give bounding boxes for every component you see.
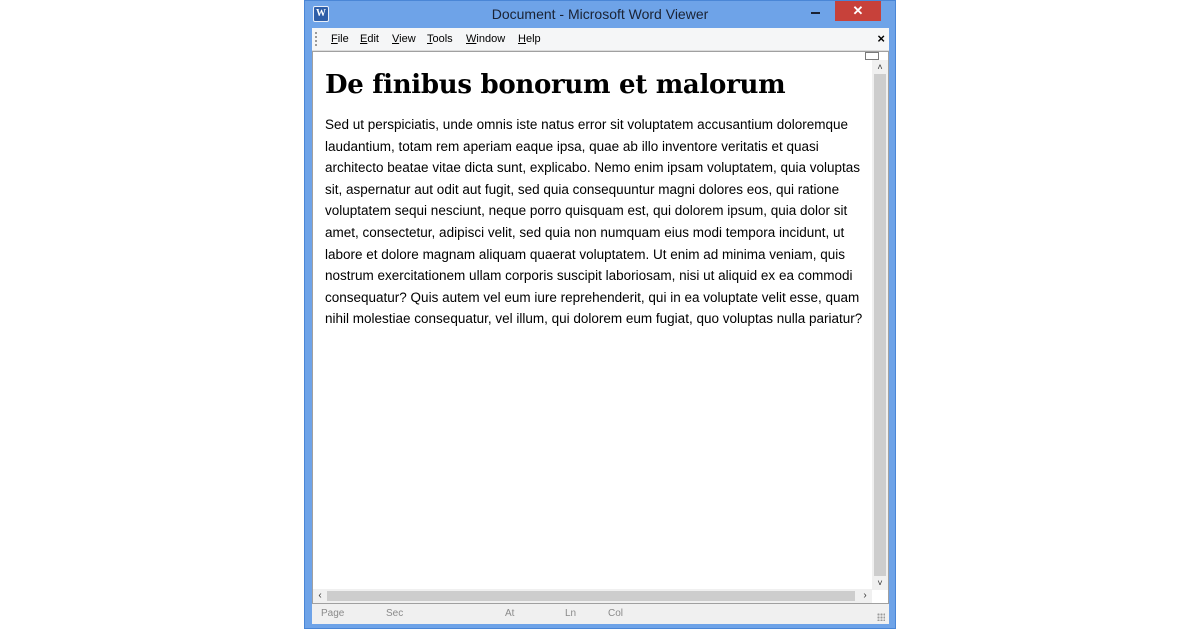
scroll-down-icon[interactable]: ˅ — [877, 578, 883, 588]
menu-tools-rest: ools — [432, 33, 453, 45]
scroll-up-icon[interactable]: ˄ — [877, 62, 883, 72]
word-viewer-icon[interactable]: W — [313, 6, 329, 22]
horizontal-scroll-thumb[interactable] — [327, 591, 855, 601]
minimize-button[interactable] — [801, 1, 829, 21]
toolbar-grip-icon[interactable] — [315, 32, 319, 46]
menu-tools-key: T — [427, 33, 433, 45]
split-box[interactable] — [865, 52, 879, 60]
close-window-button[interactable]: ✕ — [835, 1, 881, 21]
menu-window-rest: indow — [476, 33, 506, 45]
menu-file-key: F — [331, 33, 338, 45]
window-title: Document - Microsoft Word Viewer — [491, 6, 709, 22]
minimize-icon — [811, 12, 820, 14]
menu-bar — [312, 28, 889, 51]
menu-file-rest: ile — [337, 33, 349, 45]
menu-edit-key: E — [360, 33, 368, 45]
menu-window[interactable] — [466, 28, 505, 50]
status-page: Page — [321, 608, 345, 619]
horizontal-scrollbar[interactable] — [313, 589, 872, 603]
vertical-scroll-thumb[interactable] — [874, 74, 886, 576]
menu-view[interactable] — [392, 28, 416, 50]
menu-view-rest: iew — [399, 33, 416, 45]
document-area[interactable] — [312, 51, 889, 604]
vertical-scrollbar[interactable] — [872, 60, 888, 590]
scroll-left-icon[interactable]: ‹ — [318, 590, 322, 601]
menu-help-rest: elp — [525, 33, 541, 45]
status-column: Col — [608, 608, 624, 619]
document-heading: De finibus bonorum et malorum — [325, 70, 786, 100]
menu-help-key: H — [518, 33, 526, 45]
menu-window-key: W — [466, 33, 477, 45]
close-document-button[interactable]: × — [877, 31, 885, 46]
status-section: Sec — [386, 608, 404, 619]
document-page — [325, 70, 865, 330]
title-bar[interactable] — [305, 1, 895, 28]
resize-grip-icon[interactable] — [877, 613, 885, 621]
app-window — [304, 0, 896, 629]
status-at: At — [505, 608, 515, 619]
scroll-right-icon[interactable]: › — [863, 590, 867, 601]
menu-file[interactable] — [331, 28, 349, 50]
menu-tools[interactable] — [427, 28, 453, 50]
menu-view-key: V — [392, 33, 400, 45]
status-line: Ln — [565, 608, 577, 619]
menu-help[interactable] — [518, 28, 541, 50]
status-bar — [312, 604, 889, 624]
menu-edit-rest: dit — [367, 33, 379, 45]
document-body: Sed ut perspiciatis, unde omnis iste natus error sit voluptatem accusantium doloremque laudantium, totam rem aperiam eaque ipsa, quae ab illo inventore veritatis et quasi architecto beatae vitae dicta sunt, explicabo. Nemo enim ipsam voluptatem, quia voluptas sit, aspernatur aut odit aut fugit, sed quia consequuntur magni dolores eos, qui ratione voluptatem sequi nesciunt, neque porro quisquam est, qui dolorem ipsum, quia dolor sit amet, consectetur, adipisci velit, sed quia non numquam eius modi tempora incidunt, ut labore et dolore magnam aliquam quaerat voluptatem. Ut enim ad minima veniam, quis nostrum exercitationem ullam corporis suscipit laboriosam, nisi ut aliquid ex ea commodi consequatur? Quis autem vel eum iure reprehenderit, qui in ea voluptate velit esse, quam nihil molestiae consequatur, vel illum, qui dolorem eum fugiat, quo voluptas nulla pariatur? — [325, 117, 863, 327]
menu-edit[interactable] — [360, 28, 379, 50]
